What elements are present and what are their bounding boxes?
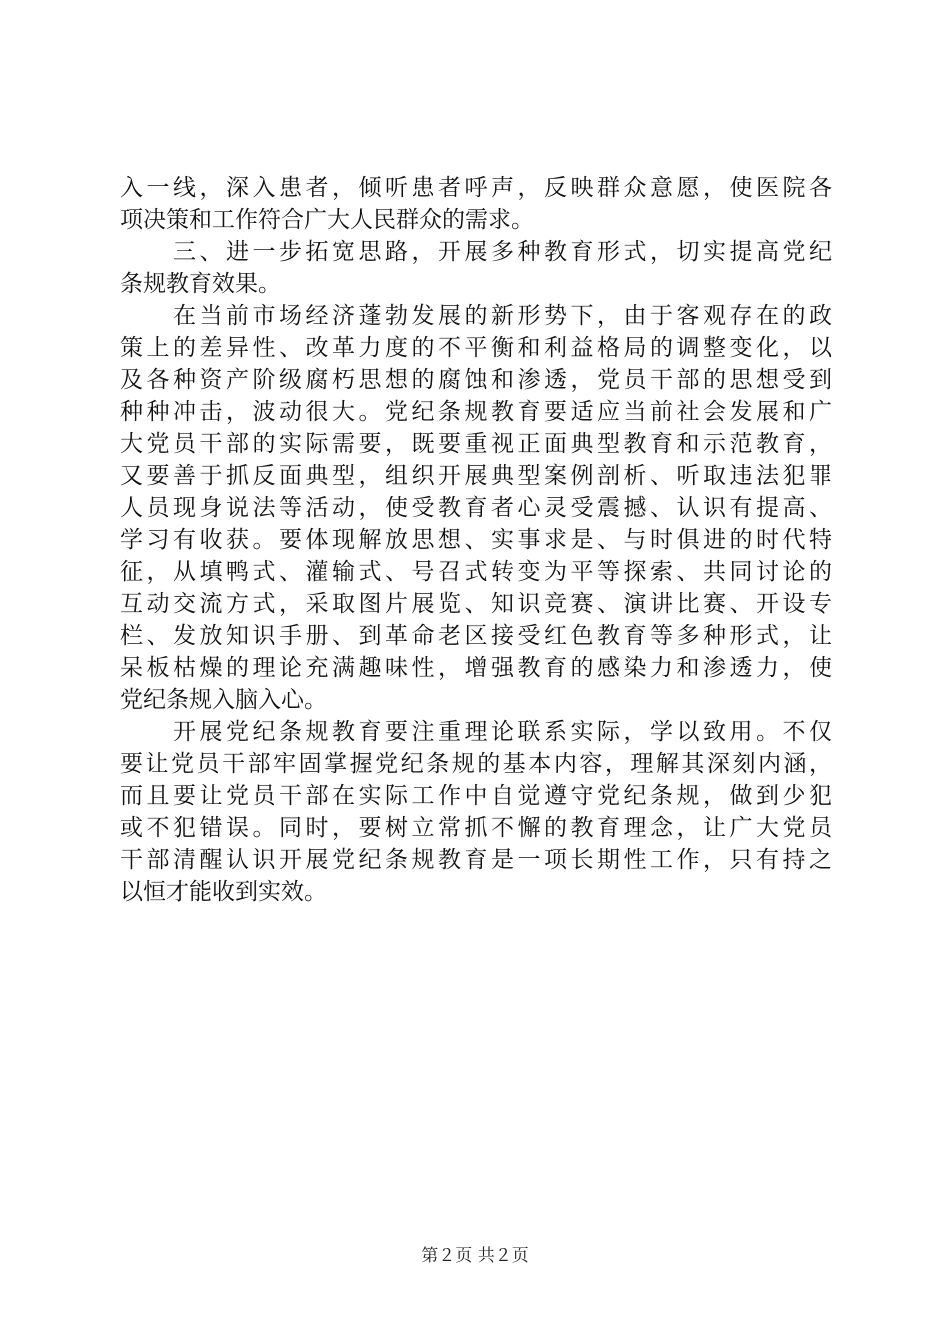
text-line: 呆板枯燥的理论充满趣味性，增强教育的感染力和渗透力，使 xyxy=(120,655,832,681)
text-line: 人员现身说法等活动，使受教育者心灵受震撼、认识有提高、 xyxy=(120,495,832,521)
document-body xyxy=(120,172,832,908)
text-line: 干部清醒认识开展党纪条规教育是一项长期性工作，只有持之 xyxy=(120,847,832,873)
text-line: 策上的差异性、改革力度的不平衡和利益格局的调整变化，以 xyxy=(120,335,832,361)
text-line: 项决策和工作符合广大人民群众的需求。 xyxy=(120,207,534,233)
text-line: 以恒才能收到实效。 xyxy=(120,879,327,905)
text-line: 而且要让党员干部在实际工作中自觉遵守党纪条规，做到少犯 xyxy=(120,783,832,809)
text-line: 又要善于抓反面典型，组织开展典型案例剖析、听取违法犯罪 xyxy=(120,463,832,489)
text-line: 三、进一步拓宽思路，开展多种教育形式，切实提高党纪 xyxy=(120,239,832,265)
page-footer xyxy=(0,1244,950,1268)
text-line: 征，从填鸭式、灌输式、号召式转变为平等探索、共同讨论的 xyxy=(120,559,832,585)
text-line: 党纪条规入脑入心。 xyxy=(120,687,327,713)
text-line: 学习有收获。要体现解放思想、实事求是、与时俱进的时代特 xyxy=(120,527,832,553)
text-line: 开展党纪条规教育要注重理论联系实际，学以致用。不仅 xyxy=(120,719,832,745)
text-line: 条规教育效果。 xyxy=(120,271,281,297)
text-line: 要让党员干部牢固掌握党纪条规的基本内容，理解其深刻内涵， xyxy=(120,751,832,777)
text-line: 在当前市场经济蓬勃发展的新形势下，由于客观存在的政 xyxy=(120,303,832,329)
text-line: 种种冲击，波动很大。党纪条规教育要适应当前社会发展和广 xyxy=(120,399,832,425)
text-line: 栏、发放知识手册、到革命老区接受红色教育等多种形式，让 xyxy=(120,623,832,649)
text-line: 入一线，深入患者，倾听患者呼声，反映群众意愿，使医院各 xyxy=(120,175,832,201)
text-line: 及各种资产阶级腐朽思想的腐蚀和渗透，党员干部的思想受到 xyxy=(120,367,832,393)
text-line: 或不犯错误。同时，要树立常抓不懈的教育理念，让广大党员 xyxy=(120,815,832,841)
page-number: 第２页 共２页 xyxy=(421,1246,529,1266)
text-line: 大党员干部的实际需要，既要重视正面典型教育和示范教育， xyxy=(120,431,832,457)
text-line: 互动交流方式，采取图片展览、知识竞赛、演讲比赛、开设专 xyxy=(120,591,832,617)
